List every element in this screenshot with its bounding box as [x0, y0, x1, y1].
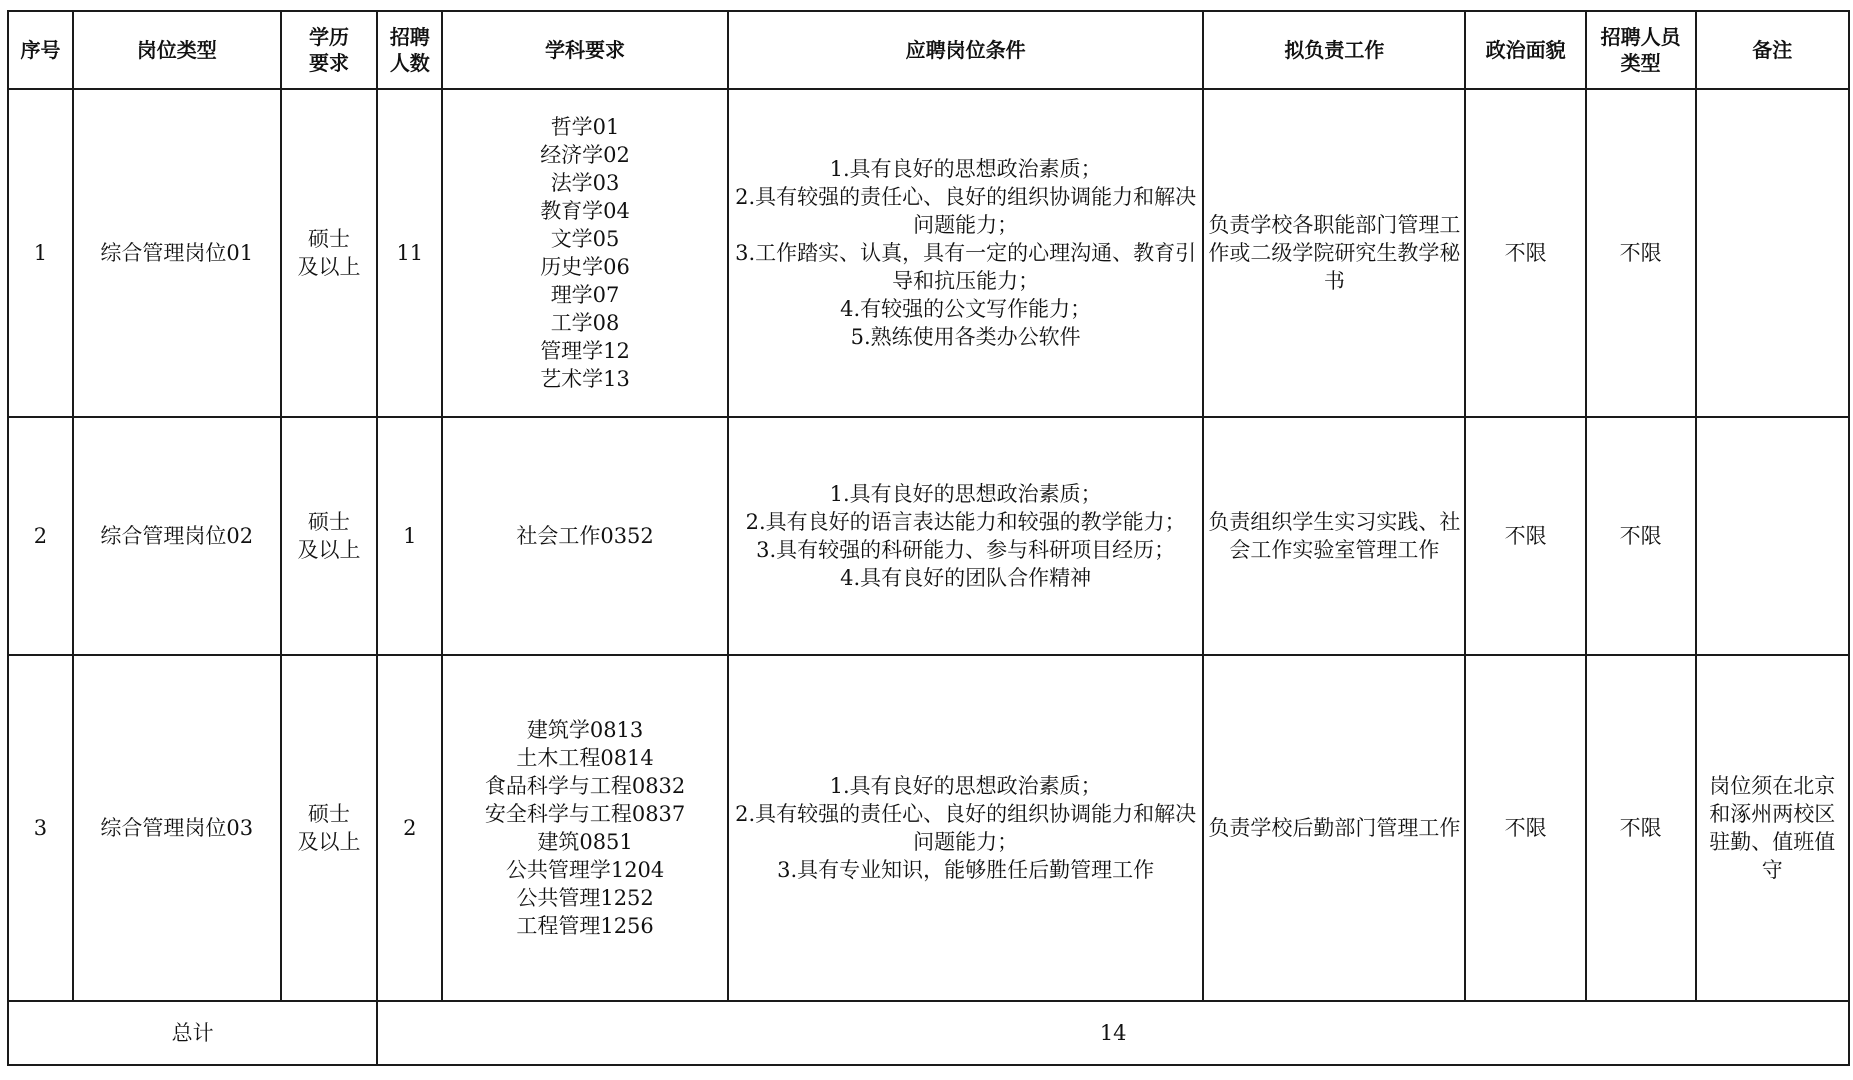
header-subjects: 学科要求: [545, 38, 626, 62]
subject-item: 艺术学13: [540, 367, 630, 391]
cell-conditions: [728, 417, 1204, 655]
header-conditions: 应聘岗位条件: [905, 38, 1026, 62]
condition-item: 2.具有良好的语言表达能力和较强的教学能力；: [745, 510, 1186, 534]
subject-item: 食品科学与工程0832: [484, 774, 686, 798]
recruitment-table: [7, 10, 1850, 1066]
cell-remark: [1696, 89, 1849, 417]
subject-item: 工程管理1256: [516, 914, 654, 938]
cell-remark: 岗位须在北京和涿州两校区驻勤、值班值守: [1696, 655, 1849, 1001]
subject-item: 公共管理1252: [516, 886, 654, 910]
header-no: 序号: [20, 38, 61, 62]
subject-item: 安全科学与工程0837: [484, 802, 686, 826]
cell-subjects: [442, 655, 728, 1001]
cell-political: 不限: [1465, 89, 1585, 417]
header-cell: [1586, 11, 1696, 89]
cell-no: 3: [8, 655, 73, 1001]
cell-staff-type: 不限: [1586, 89, 1696, 417]
header-cell: [1696, 11, 1849, 89]
cell-count: 1: [377, 417, 442, 655]
header-duty: 拟负责工作: [1284, 38, 1385, 62]
cell-no: 2: [8, 417, 73, 655]
header-education: [286, 24, 373, 76]
table-row: [8, 417, 1849, 655]
cell-staff-type: 不限: [1586, 655, 1696, 1001]
cell-position: 综合管理岗位02: [73, 417, 281, 655]
cell-conditions: [728, 89, 1204, 417]
education-line: 硕士: [307, 510, 350, 534]
cell-education: [281, 655, 378, 1001]
condition-item: 1.具有良好的思想政治素质；: [829, 482, 1102, 506]
header-line: 招聘人员: [1600, 25, 1681, 49]
cell-political: 不限: [1465, 417, 1585, 655]
condition-item: 1.具有良好的思想政治素质；: [829, 157, 1102, 181]
condition-item: 4.具有良好的团队合作精神: [840, 566, 1092, 590]
header-cell: [728, 11, 1204, 89]
subject-item: 公共管理学1204: [505, 858, 665, 882]
subject-item: 历史学06: [540, 255, 630, 279]
cell-position: 综合管理岗位01: [73, 89, 281, 417]
education-line: 硕士: [307, 227, 350, 251]
header-cell: [8, 11, 73, 89]
cell-subjects: [442, 89, 728, 417]
header-line: 学历: [308, 25, 349, 49]
header-remark: 备注: [1752, 38, 1793, 62]
cell-count: 2: [377, 655, 442, 1001]
header-political: 政治面貌: [1485, 38, 1566, 62]
condition-item: 1.具有良好的思想政治素质；: [829, 774, 1102, 798]
total-label: 总计: [8, 1001, 377, 1065]
subject-item: 建筑0851: [537, 830, 633, 854]
education-line: 及以上: [297, 830, 361, 854]
header-cell: [377, 11, 442, 89]
subject-item: 社会工作0352: [516, 524, 654, 548]
cell-political: 不限: [1465, 655, 1585, 1001]
subject-item: 理学07: [550, 283, 620, 307]
cell-remark: [1696, 417, 1849, 655]
header-row: [8, 11, 1849, 89]
subject-item: 文学05: [550, 227, 620, 251]
condition-item: 3.具有专业知识，能够胜任后勤管理工作: [777, 858, 1155, 882]
condition-item: 5.熟练使用各类办公软件: [850, 325, 1081, 349]
subject-item: 管理学12: [540, 339, 630, 363]
subject-item: 土木工程0814: [516, 746, 654, 770]
header-cell: [73, 11, 281, 89]
cell-duty: 负责学校后勤部门管理工作: [1203, 655, 1465, 1001]
condition-item: 2.具有较强的责任心、良好的组织协调能力和解决问题能力；: [735, 185, 1197, 237]
header-position-type: 岗位类型: [136, 38, 217, 62]
subject-item: 法学03: [550, 171, 620, 195]
header-line: 类型: [1620, 51, 1661, 75]
condition-item: 3.工作踏实、认真，具有一定的心理沟通、教育引导和抗压能力；: [735, 241, 1197, 293]
header-line: 要求: [308, 51, 349, 75]
cell-count: 11: [377, 89, 442, 417]
header-line: 人数: [389, 51, 430, 75]
cell-education: [281, 417, 378, 655]
education-line: 及以上: [297, 538, 361, 562]
cell-position: 综合管理岗位03: [73, 655, 281, 1001]
subject-item: 教育学04: [540, 199, 630, 223]
education-line: 及以上: [297, 255, 361, 279]
table-row: [8, 89, 1849, 417]
cell-duty: 负责组织学生实习实践、社会工作实验室管理工作: [1203, 417, 1465, 655]
cell-education: [281, 89, 378, 417]
header-count: [382, 24, 437, 76]
condition-item: 2.具有较强的责任心、良好的组织协调能力和解决问题能力；: [735, 802, 1197, 854]
subject-item: 哲学01: [550, 115, 620, 139]
subject-item: 工学08: [550, 311, 620, 335]
cell-no: 1: [8, 89, 73, 417]
cell-subjects: [442, 417, 728, 655]
table-row: [8, 655, 1849, 1001]
header-cell: [1465, 11, 1585, 89]
header-cell: [1203, 11, 1465, 89]
header-cell: [281, 11, 378, 89]
subject-item: 建筑学0813: [526, 718, 644, 742]
header-staff-type: [1591, 24, 1691, 76]
subject-item: 经济学02: [540, 143, 630, 167]
condition-item: 4.有较强的公文写作能力；: [840, 297, 1092, 321]
header-line: 招聘: [389, 25, 430, 49]
education-line: 硕士: [307, 802, 350, 826]
condition-item: 3.具有较强的科研能力、参与科研项目经历；: [756, 538, 1176, 562]
cell-staff-type: 不限: [1586, 417, 1696, 655]
cell-conditions: [728, 655, 1204, 1001]
header-cell: [442, 11, 728, 89]
total-row: [8, 1001, 1849, 1065]
cell-duty: 负责学校各职能部门管理工作或二级学院研究生教学秘书: [1203, 89, 1465, 417]
total-value: 14: [377, 1001, 1849, 1065]
